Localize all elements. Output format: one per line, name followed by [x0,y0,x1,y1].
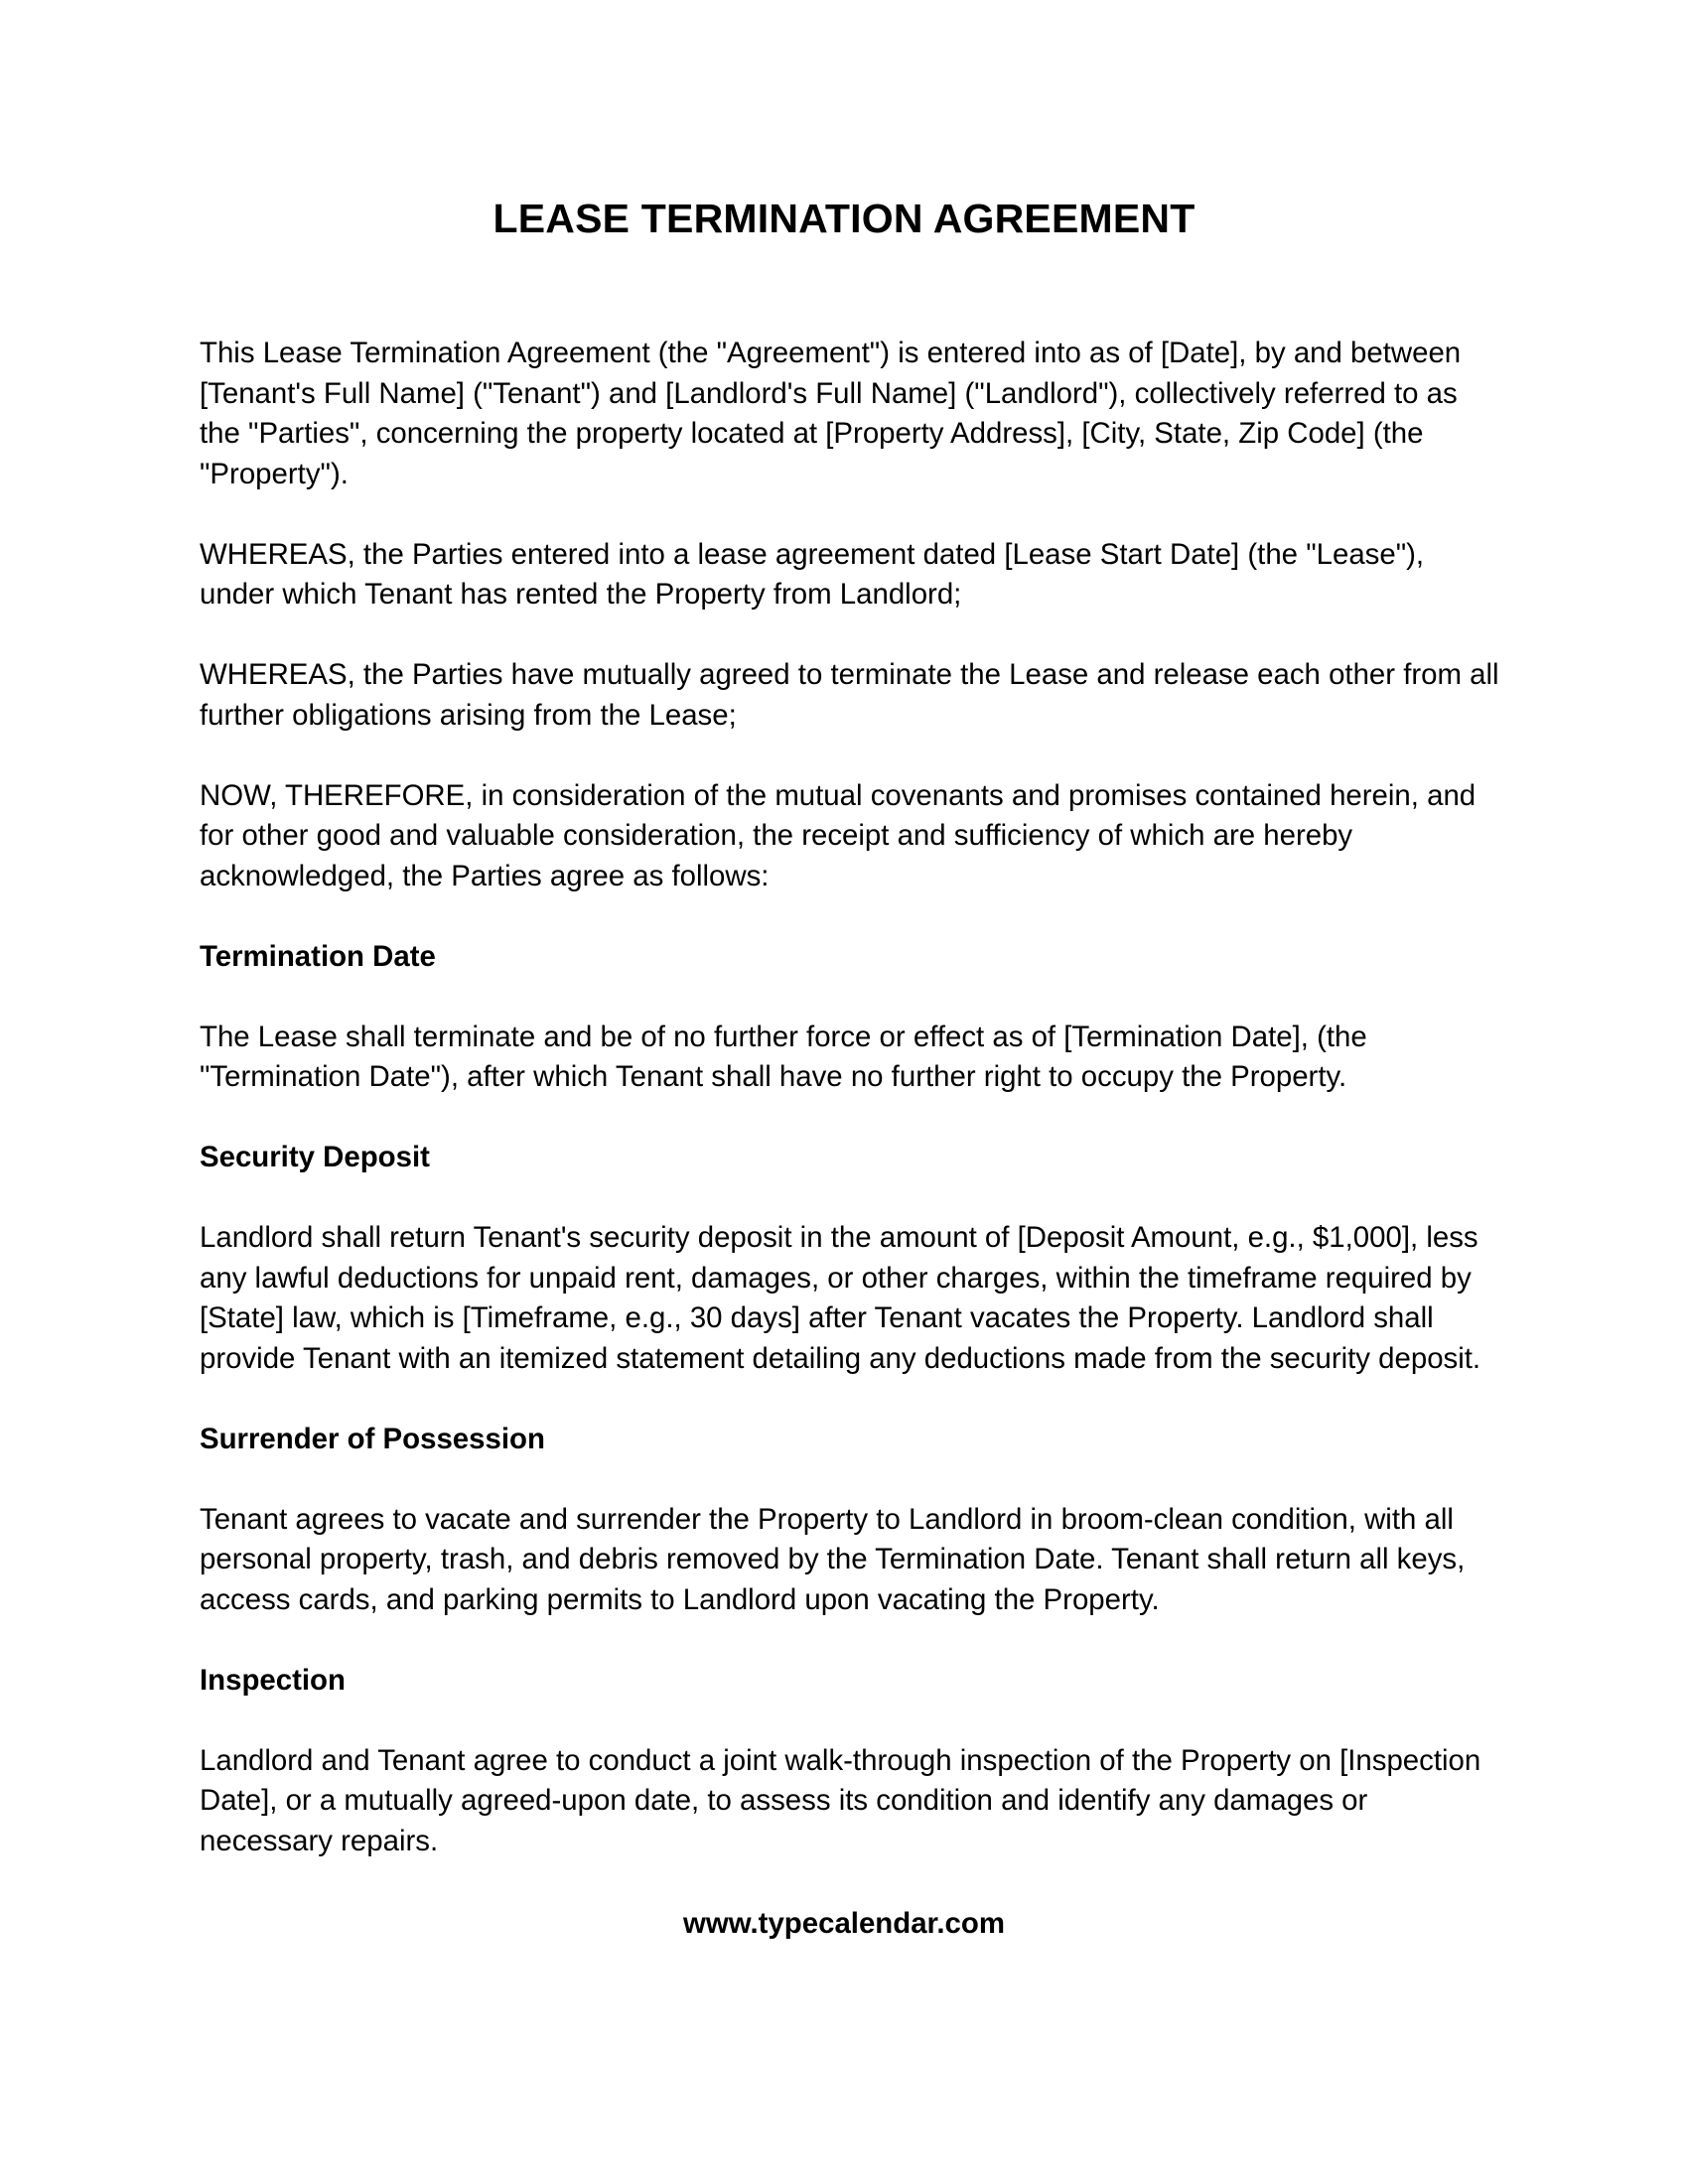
document-body [200,334,1500,1861]
section-text-inspection: Landlord and Tenant agree to conduct a joint walk-through inspection of the Property on [Inspection Date], or a mutually agreed-upon date, to assess its condition and identify any damages or necessary repairs. [200,1743,1481,1857]
section-heading-inspection: Inspection [200,1663,346,1697]
intro-paragraph: This Lease Termination Agreement (the "Agreement") is entered into as of [Date], by and between [Tenant's Full Name] ("Tenant") and [Landlord's Full Name] ("Landlord"), collectively referred to as the "Parties", concerning the property located at [Property Address], [City, State, Zip Code] (the "Property"). [200,337,1462,490]
document-title: LEASE TERMINATION AGREEMENT [492,196,1196,241]
footer-website-link[interactable]: www.typecalendar.com [683,1907,1005,1940]
section-text-termination-date: The Lease shall terminate and be of no further force or effect as of [Termination Date], (the "Termination Date"), after which Tenant shall have no further right to occupy the Property. [200,1020,1367,1093]
section-heading-security-deposit: Security Deposit [200,1141,430,1173]
section-text-surrender-of-possession: Tenant agrees to vacate and surrender the Property to Landlord in broom-clean condition, with all personal property, trash, and debris removed by the Termination Date. Tenant shall return all keys, access cards, and parking permits to Landlord upon vacating the Property. [200,1502,1466,1616]
whereas-paragraph-1: WHEREAS, the Parties entered into a lease agreement dated [Lease Start Date] (the "Lease"), under which Tenant has rented the Property from Landlord; [200,537,1425,611]
whereas-paragraph-2: WHEREAS, the Parties have mutually agreed to terminate the Lease and release each other from all further obligations arising from the Lease; [200,658,1499,732]
section-text-security-deposit: Landlord shall return Tenant's security deposit in the amount of [Deposit Amount, e.g., $1,000], less any lawful deductions for unpaid rent, damages, or other charges, within the timeframe required by [State] law, which is [Timeframe, e.g., 30 days] after Tenant vacates the Property. Landlord shall provide Tenant with an itemized statement detailing any deductions made from the security deposit. [200,1221,1481,1375]
section-heading-termination-date: Termination Date [200,939,436,973]
section-heading-surrender-of-possession: Surrender of Possession [200,1422,545,1455]
now-therefore-paragraph: NOW, THEREFORE, in consideration of the mutual covenants and promises contained herein, and for other good and valuable consideration, the receipt and sufficiency of which are hereby acknowledged, the Parties agree as follows: [200,778,1477,892]
